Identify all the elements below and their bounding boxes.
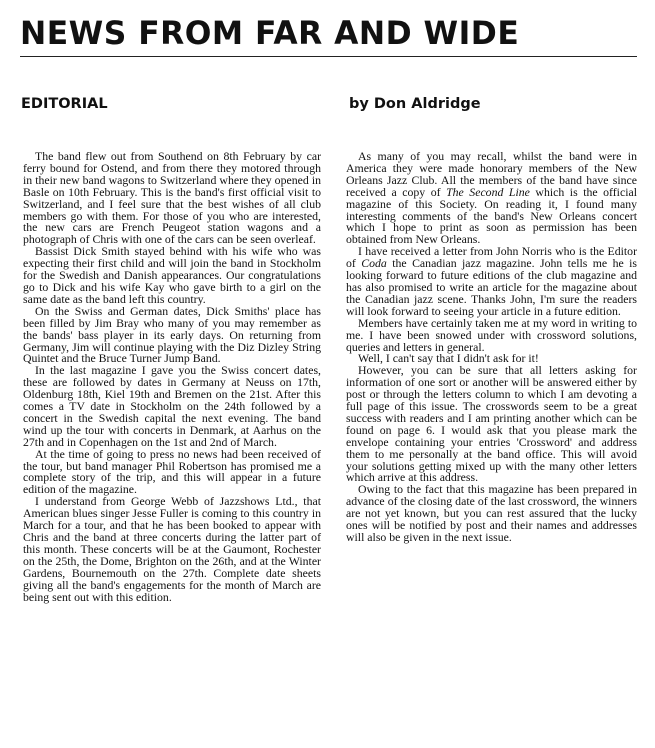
right-column (346, 151, 637, 544)
headline: NEWS FROM FAR AND WIDE (20, 14, 520, 52)
paragraph: I have received a letter from John Norris who is the Editor of Coda the Canadian jazz magazine. John tells me he is looking forward to future editions of the club magazine and has also promised to write an article for the magazine about the Canadian jazz scene. Thanks John, I'm sure the readers will look forward to seeing your article in a future edition. (346, 244, 637, 318)
paragraph: Owing to the fact that this magazine has been prepared in advance of the closing date of the last crossword, the winners are not yet known, but you can rest assured that the lucky ones will be notified by post and their names and addresses will also be given in the next issue. (346, 482, 637, 544)
paragraph: Well, I can't say that I didn't ask for it! (358, 351, 539, 366)
section-title: EDITORIAL (21, 96, 108, 112)
paragraph: Bassist Dick Smith stayed behind with his wife who was expecting their first child and will join the band in Stockholm for the Swedish and Danish appearances. Our congratulations go to Dick and his wife Kay who gave birth to a girl on the same date as the band left this country. (23, 244, 321, 306)
paragraph: On the Swiss and German dates, Dick Smiths' place has been filled by Jim Bray who many of you may remember as the bands' bass player in its early days. On returning from Germany, Jim will continue playing with the Diz Dizley String Quintet and the Bruce Turner Jump Band. (23, 303, 321, 366)
paragraph: At the time of going to press no news had been received of the tour, but band manager Phil Robertson has promised me a complete story of the trip, and this will appear in a future edition of the magazine. (23, 446, 321, 497)
paragraph: As many of you may recall, whilst the band were in America they were made honorary members of the New Orleans Jazz Club. All the members of the band have since received a copy of The Second Line which is the official magazine of this Society. On reading it, I found many interesting comments of the band's New Orleans concert which I hope to print as soon as permission has been obtained from New Orleans. (346, 149, 637, 247)
byline: by Don Aldridge (349, 96, 481, 112)
left-column (23, 151, 321, 603)
paragraph: I understand from George Webb of Jazzshows Ltd., that American blues singer Jesse Fuller is coming to this country in March for a tour, and that he has been booked to appear with Chris and the band at three concerts during the latter part of this month. These concerts will be at the Gaumont, Rochester on the 25th, the Dome, Brighton on the 26th, and at the Winter Gardens, Bournemouth on the 27th. Complete date sheets giving all the band's engagements for the month of March are being sent out with this edition. (23, 494, 321, 604)
paragraph: Members have certainly taken me at my word in writing to me. I have been snowed under with crossword solutions, queries and letters in general. (346, 315, 637, 354)
paragraph: However, you can be sure that all letters asking for information of one sort or another will be answered either by post or through the letters column to which I am devoting a full page of this issue. The crosswords seem to be a great success with readers and I am printing another which can be found on page 6. I would ask that you please mark the envelope containing your entries 'Crossword' and address them to me personally at the band office. This will avoid your solutions getting mixed up with the many other letters which arrive at this address. (346, 363, 637, 485)
paragraph: The band flew out from Southend on 8th February by car ferry bound for Ostend, and from there they motored through in their new band wagons to Switzerland where they opened in Basle on 10th February. This is the band's first official visit to Switzerland, and I feel sure that the best wishes of all club members go with them. For those of you who are interested, the new cars are French Peugeot station wagons and a photograph of Chris with one of the cars can be seen overleaf. (23, 149, 321, 247)
paragraph: In the last magazine I gave you the Swiss concert dates, these are followed by dates in Germany at Neuss on 17th, Oldenburg 18th, Kiel 19th and Bremen on the 21st. After this comes a TV date in Stockholm on the 24th followed by a concert in the Swedish capital the next evening. The band wind up the tour with concerts in Denmark, at Aarhus on the 27th and in Copenhagen on the 1st and 2nd of March. (23, 363, 321, 449)
headline-rule (20, 56, 637, 57)
